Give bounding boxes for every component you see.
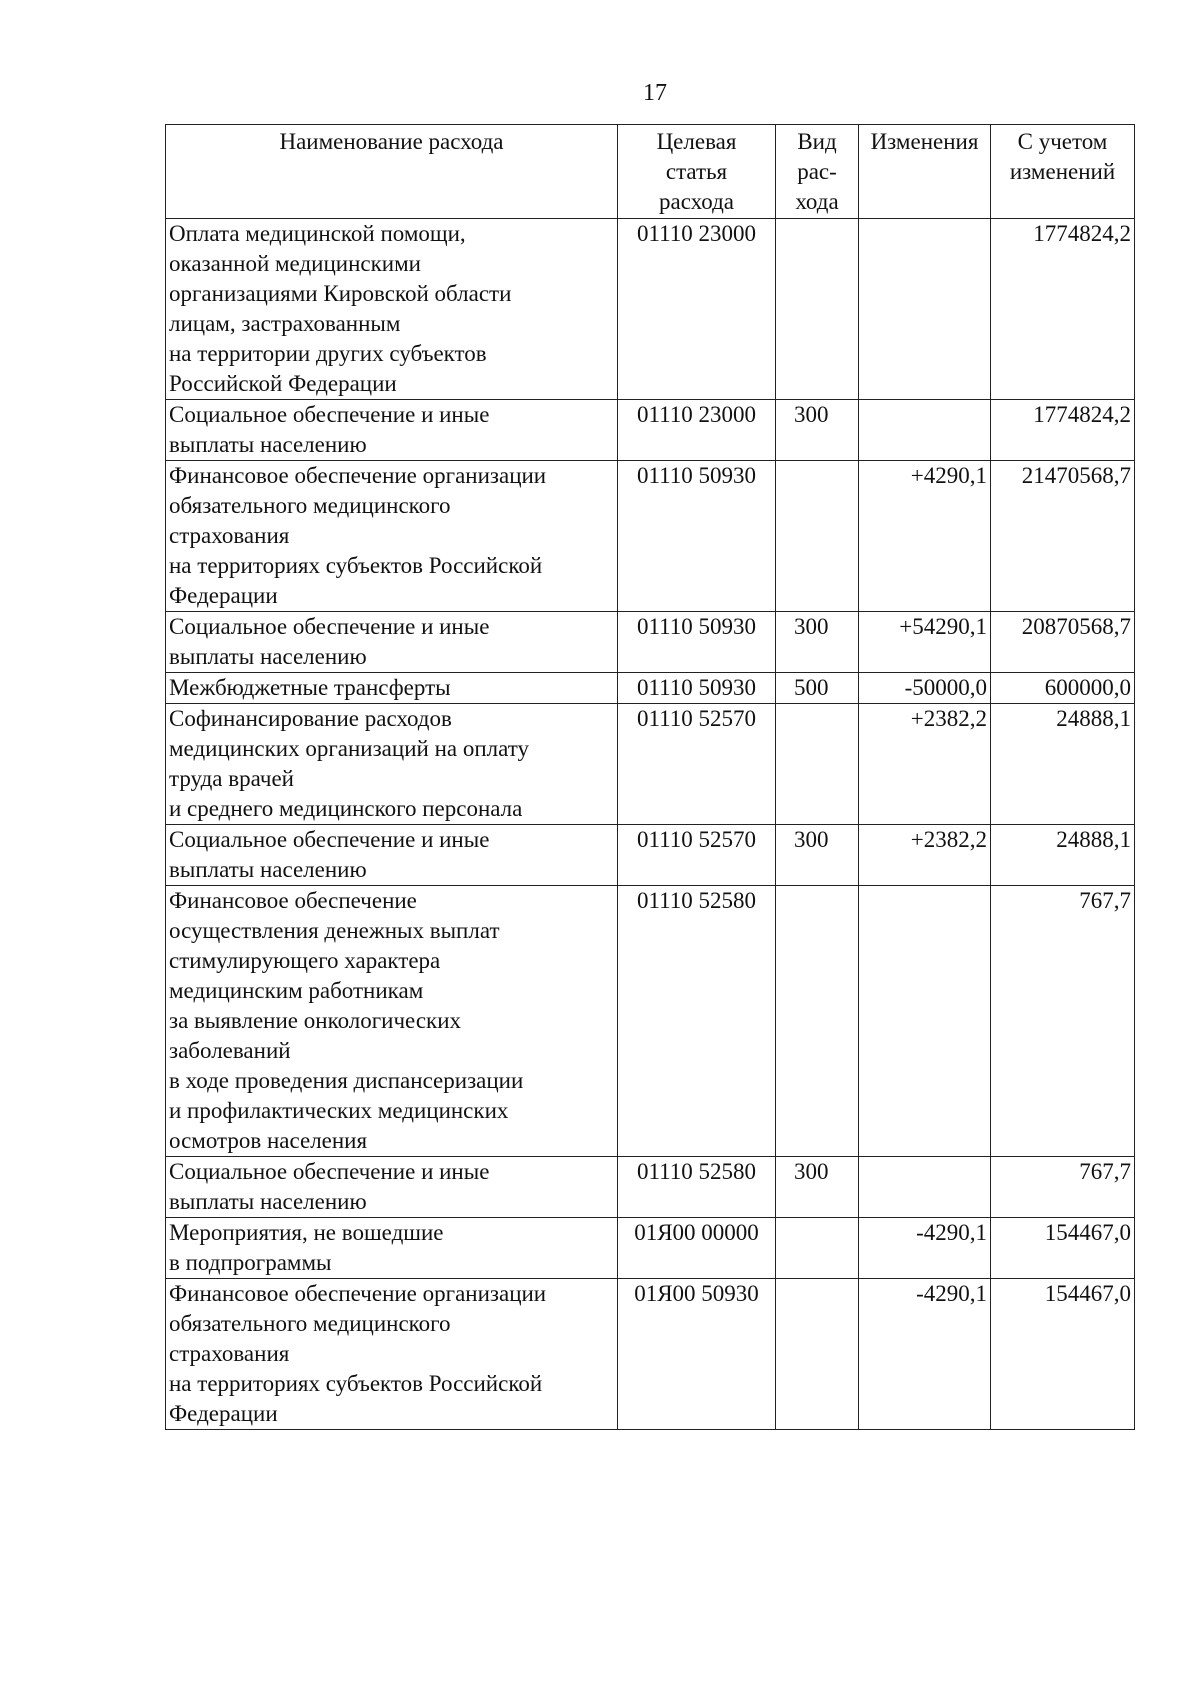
expense-kind-cell xyxy=(776,1279,859,1430)
table-row xyxy=(166,400,1135,461)
total-cell: 154467,0 xyxy=(991,1279,1135,1430)
total-cell: 20870568,7 xyxy=(991,612,1135,673)
expense-kind-cell xyxy=(776,704,859,825)
change-cell xyxy=(859,219,991,400)
expense-name-cell: Социальное обеспечение и иные выплаты населению xyxy=(166,400,618,461)
expense-table xyxy=(165,124,1135,1430)
expense-kind-cell: 300 xyxy=(776,825,859,886)
expense-kind-cell xyxy=(776,886,859,1157)
change-cell: -4290,1 xyxy=(859,1218,991,1279)
target-article-cell: 01110 52580 xyxy=(618,886,776,1157)
expense-name-cell: Финансовое обеспечение организации обязательного медицинского страхования на территориях субъектов Российской Федерации xyxy=(166,461,618,612)
expense-kind-cell xyxy=(776,1218,859,1279)
total-cell: 154467,0 xyxy=(991,1218,1135,1279)
header-expense-name: Наименование расхода xyxy=(166,125,618,219)
table-row xyxy=(166,704,1135,825)
expense-kind-cell xyxy=(776,219,859,400)
header-expense-kind: Вид рас- хода xyxy=(776,125,859,219)
table-row xyxy=(166,825,1135,886)
expense-name-cell: Социальное обеспечение и иные выплаты населению xyxy=(166,825,618,886)
table-row xyxy=(166,886,1135,1157)
header-target-article: Целевая статья расхода xyxy=(618,125,776,219)
change-cell xyxy=(859,400,991,461)
target-article-cell: 01110 50930 xyxy=(618,673,776,704)
table-header-row xyxy=(166,125,1135,219)
change-cell xyxy=(859,886,991,1157)
expense-kind-cell xyxy=(776,461,859,612)
target-article-cell: 01Я00 00000 xyxy=(618,1218,776,1279)
table-row xyxy=(166,1279,1135,1430)
total-cell: 767,7 xyxy=(991,1157,1135,1218)
target-article-cell: 01Я00 50930 xyxy=(618,1279,776,1430)
table-row xyxy=(166,1218,1135,1279)
table-row xyxy=(166,673,1135,704)
change-cell: -50000,0 xyxy=(859,673,991,704)
target-article-cell: 01110 23000 xyxy=(618,219,776,400)
target-article-cell: 01110 52580 xyxy=(618,1157,776,1218)
expense-name-cell: Софинансирование расходов медицинских организаций на оплату труда врачей и среднего медицинского персонала xyxy=(166,704,618,825)
table-row xyxy=(166,612,1135,673)
target-article-cell: 01110 50930 xyxy=(618,461,776,612)
total-cell: 600000,0 xyxy=(991,673,1135,704)
expense-name-cell: Социальное обеспечение и иные выплаты населению xyxy=(166,1157,618,1218)
total-cell: 767,7 xyxy=(991,886,1135,1157)
total-cell: 24888,1 xyxy=(991,704,1135,825)
change-cell: +4290,1 xyxy=(859,461,991,612)
total-cell: 21470568,7 xyxy=(991,461,1135,612)
page-number: 17 xyxy=(643,80,667,106)
change-cell xyxy=(859,1157,991,1218)
change-cell: +54290,1 xyxy=(859,612,991,673)
target-article-cell: 01110 52570 xyxy=(618,825,776,886)
table-row xyxy=(166,219,1135,400)
expense-name-cell: Оплата медицинской помощи, оказанной медицинскими организациями Кировской области лицам, застрахованным на территории других субъектов Российской Федерации xyxy=(166,219,618,400)
expense-name-cell: Финансовое обеспечение осуществления денежных выплат стимулирующего характера медицинским работникам за выявление онкологических заболеваний в ходе проведения диспансеризации и профилактических медицинских осмотров населения xyxy=(166,886,618,1157)
header-total-with-changes: С учетом изменений xyxy=(991,125,1135,219)
expense-name-cell: Финансовое обеспечение организации обязательного медицинского страхования на территориях субъектов Российской Федерации xyxy=(166,1279,618,1430)
total-cell: 1774824,2 xyxy=(991,219,1135,400)
change-cell: -4290,1 xyxy=(859,1279,991,1430)
table-row xyxy=(166,461,1135,612)
target-article-cell: 01110 23000 xyxy=(618,400,776,461)
expense-kind-cell: 300 xyxy=(776,1157,859,1218)
expense-kind-cell: 500 xyxy=(776,673,859,704)
target-article-cell: 01110 50930 xyxy=(618,612,776,673)
change-cell: +2382,2 xyxy=(859,704,991,825)
total-cell: 24888,1 xyxy=(991,825,1135,886)
expense-name-cell: Мероприятия, не вошедшие в подпрограммы xyxy=(166,1218,618,1279)
target-article-cell: 01110 52570 xyxy=(618,704,776,825)
header-changes: Изменения xyxy=(859,125,991,219)
expense-name-cell: Социальное обеспечение и иные выплаты населению xyxy=(166,612,618,673)
expense-name-cell: Межбюджетные трансферты xyxy=(166,673,618,704)
total-cell: 1774824,2 xyxy=(991,400,1135,461)
expense-kind-cell: 300 xyxy=(776,400,859,461)
change-cell: +2382,2 xyxy=(859,825,991,886)
table-row xyxy=(166,1157,1135,1218)
expense-kind-cell: 300 xyxy=(776,612,859,673)
